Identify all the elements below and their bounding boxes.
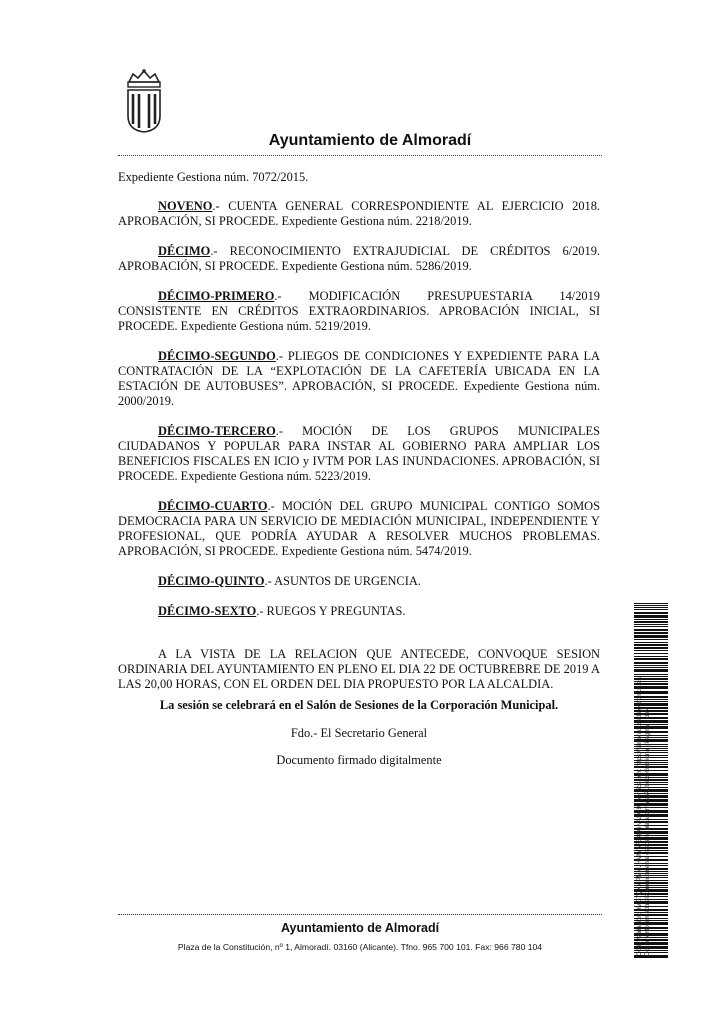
convocatoria-paragraph: A LA VISTA DE LA RELACION QUE ANTECEDE, CONVOQUE SESION ORDINARIA DEL AYUNTAMIENTO EN PLENO EL DIA 22 DE OCTUBREBRE DE 2019 A LAS 20,00 HORAS, CON EL ORDEN DEL DIA PROPUESTO POR LA ALCALDIA. — [118, 647, 600, 691]
header-divider — [118, 155, 602, 156]
agenda-item-text: .- MOCIÓN DE LOS GRUPOS MUNICIPALES CIUDADANOS Y POPULAR PARA INSTAR AL GOBIERNO PARA AMPLIAR LOS BENEFICIOS FISCALES EN ICIO y IVTM POR LAS INUNDACIONES. APROBACIÓN, SI PROCEDE. Expediente Gestiona núm. 5223/2019. — [118, 424, 600, 483]
agenda-item-text: .- MOCIÓN DEL GRUPO MUNICIPAL CONTIGO SOMOS DEMOCRACIA PARA UN SERVICIO DE MEDIACIÓN MUNICIPAL, INDEPENDIENTE Y PROFESIONAL, QUE PODRÍA AYUDAR A RESOLVER MUCHOS PROBLEMAS. APROBACIÓN, SI PROCEDE. Expediente Gestiona núm. 5474/2019. — [118, 499, 600, 558]
agenda-item-text: .- PLIEGOS DE CONDICIONES Y EXPEDIENTE PARA LA CONTRATACIÓN DE LA “EXPLOTACIÓN DE LA CAFETERÍA UBICADA EN LA ESTACIÓN DE AUTOBUSES”. APROBACIÓN, SI PROCEDE. Expediente Gestiona núm. 2000/2019. — [118, 349, 600, 408]
agenda-item-label: DÉCIMO-TERCERO — [158, 424, 276, 438]
agenda-item-text: .- MODIFICACIÓN PRESUPUESTARIA 14/2019 CONSISTENTE EN CRÉDITOS EXTRAORDINARIOS. APROBACIÓN INICIAL, SI PROCEDE. Expediente Gestiona núm. 5219/2019. — [118, 289, 600, 333]
agenda-item-decimo-segundo — [118, 349, 600, 409]
footer-address: Plaza de la Constitución, nº 1, Almoradí. 03160 (Alicante). Tfno. 965 700 101. Fax: 966 780 104 — [177, 942, 543, 952]
validation-code-line: Cód. Validación: 9MD7QXMPMMJHMW5F5XEGNASG9 | Verificación: https://almoradi.sedelectronica.es/ — [637, 676, 643, 956]
agenda-item-text: .- CUENTA GENERAL CORRESPONDIENTE AL EJERCICIO 2018. APROBACIÓN, SI PROCEDE. Expediente Gestiona núm. 2218/2019. — [118, 199, 600, 228]
agenda-item-text: .- ASUNTOS DE URGENCIA. — [264, 574, 421, 588]
page-header-title: Ayuntamiento de Almoradí — [268, 132, 472, 149]
agenda-item-label: DÉCIMO-SEGUNDO — [158, 349, 276, 363]
signature-platform-line: Documento firmado electrónicamente desde la plataforma esPublico Gestiona | Página 2 de 4 — [645, 706, 651, 956]
barcode-bar — [634, 615, 668, 618]
barcode-bar — [634, 619, 668, 620]
barcode-bar — [634, 603, 668, 604]
barcode-bar — [634, 609, 668, 610]
barcode-bar — [634, 607, 668, 608]
barcode-bar — [634, 621, 668, 623]
agenda-item-decimo-sexto — [118, 604, 600, 619]
agenda-item-decimo-cuarto — [118, 499, 600, 559]
agenda-item-label: DÉCIMO-SEXTO — [158, 604, 257, 618]
barcode-bar — [634, 605, 668, 606]
document-body — [118, 170, 600, 768]
footer-divider — [118, 914, 602, 915]
agenda-item-label: DÉCIMO — [158, 244, 211, 258]
expediente-ref: Expediente Gestiona núm. 7072/2015. — [118, 170, 309, 184]
agenda-item-label: NOVENO — [158, 199, 213, 213]
barcode-bar — [634, 624, 668, 625]
agenda-item-text: .- RECONOCIMIENTO EXTRAJUDICIAL DE CRÉDITOS 6/2019. APROBACIÓN, SI PROCEDE. Expediente Gestiona núm. 5286/2019. — [118, 244, 600, 273]
digital-signature-note: Documento firmado digitalmente — [276, 753, 442, 767]
agenda-item-decimo-tercero — [118, 424, 600, 484]
agenda-item-decimo-primero — [118, 289, 600, 334]
agenda-item-label: DÉCIMO-CUARTO — [158, 499, 268, 513]
agenda-item-text: .- RUEGOS Y PREGUNTAS. — [256, 604, 406, 618]
agenda-item-noveno — [118, 199, 600, 229]
agenda-item-decimo — [118, 244, 600, 274]
signature-line: Fdo.- El Secretario General — [290, 726, 428, 740]
agenda-item-label: DÉCIMO-QUINTO — [158, 574, 265, 588]
coat-of-arms-logo — [121, 68, 167, 134]
barcode-bar — [634, 612, 668, 614]
sesion-location: La sesión se celebrará en el Salón de Sesiones de la Corporación Municipal. — [159, 698, 559, 712]
validation-side-text — [636, 626, 652, 956]
agenda-item-decimo-quinto — [118, 574, 600, 589]
footer-title: Ayuntamiento de Almoradí — [280, 921, 440, 935]
agenda-item-label: DÉCIMO-PRIMERO — [158, 289, 275, 303]
